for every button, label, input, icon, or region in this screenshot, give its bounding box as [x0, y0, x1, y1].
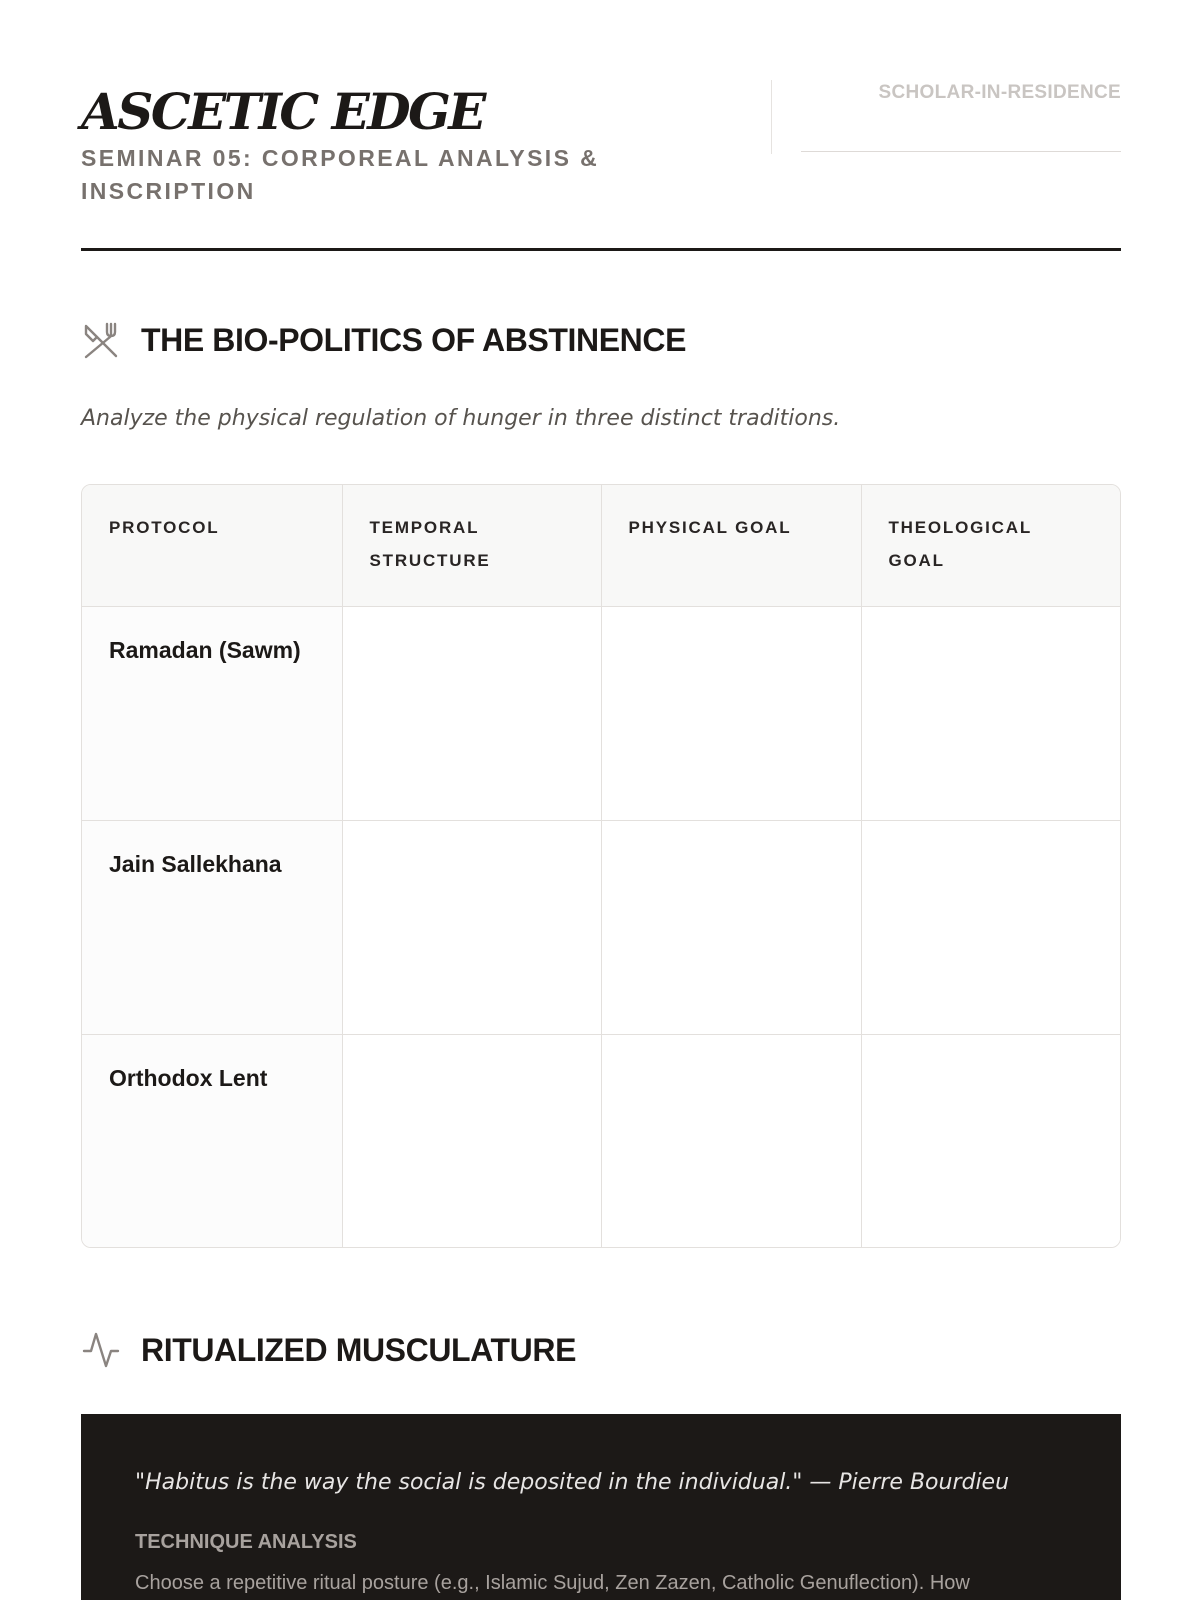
table-header-row	[82, 485, 1120, 606]
scholar-name-field[interactable]	[801, 151, 1121, 152]
column-header-temporal-structure: TEMPORAL STRUCTURE	[342, 485, 601, 606]
section-instructions: Analyze the physical regulation of hunger in three distinct traditions.	[81, 406, 841, 431]
table-row	[82, 606, 1120, 820]
column-header-physical-goal: PHYSICAL GOAL	[601, 485, 861, 606]
answer-cell-temporal[interactable]	[342, 1034, 601, 1248]
section-title-musculature: RITUALIZED MUSCULATURE	[141, 1332, 577, 1368]
protocol-cell-lent: Orthodox Lent	[82, 1034, 342, 1248]
habitus-panel	[81, 1414, 1121, 1600]
answer-cell-physical[interactable]	[601, 1034, 861, 1248]
fasting-comparison-table	[81, 484, 1121, 1248]
protocol-cell-sallekhana: Jain Sallekhana	[82, 820, 342, 1034]
column-header-protocol: PROTOCOL	[82, 485, 342, 606]
utensils-crossed-icon	[81, 320, 121, 360]
bourdieu-quote: "Habitus is the way the social is deposited in the individual." — Pierre Bourdieu	[135, 1470, 1010, 1495]
answer-cell-temporal[interactable]	[342, 606, 601, 820]
brand-title: ASCETIC EDGE	[81, 82, 484, 141]
protocol-cell-ramadan: Ramadan (Sawm)	[82, 606, 342, 820]
seminar-subtitle: SEMINAR 05: CORPOREAL ANALYSIS & INSCRIPTION	[81, 145, 600, 204]
technique-analysis-prompt: Choose a repetitive ritual posture (e.g., Islamic Sujud, Zen Zazen, Catholic Genuflection). How	[135, 1572, 970, 1594]
worksheet-header	[81, 78, 1121, 251]
table-row	[82, 820, 1120, 1034]
scholar-label: SCHOLAR-IN-RESIDENCE	[878, 82, 1121, 103]
header-divider	[771, 80, 772, 154]
answer-cell-theological[interactable]	[861, 820, 1120, 1034]
answer-cell-physical[interactable]	[601, 606, 861, 820]
answer-cell-theological[interactable]	[861, 606, 1120, 820]
answer-cell-temporal[interactable]	[342, 820, 601, 1034]
column-header-theological-goal: THEOLOGICAL GOAL	[861, 485, 1120, 606]
answer-cell-physical[interactable]	[601, 820, 861, 1034]
activity-pulse-icon	[81, 1330, 121, 1370]
section-title-abstinence: THE BIO-POLITICS OF ABSTINENCE	[141, 322, 687, 358]
answer-cell-theological[interactable]	[861, 1034, 1120, 1248]
table-row	[82, 1034, 1120, 1248]
technique-analysis-label: TECHNIQUE ANALYSIS	[135, 1531, 357, 1553]
